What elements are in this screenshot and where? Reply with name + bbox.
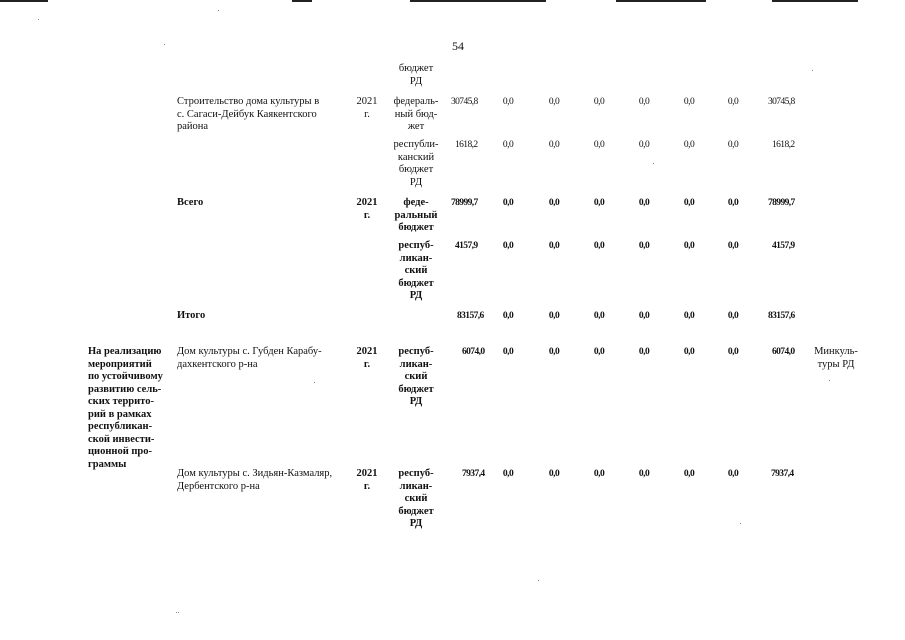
executor-cell: Минкуль- туры РД	[814, 346, 858, 370]
amount-cell: 0,0	[548, 198, 560, 208]
scan-speck	[653, 163, 654, 164]
funding-source: респуб- ликан- ский бюджет РД	[398, 346, 434, 407]
scan-edge-line	[616, 0, 706, 2]
amount-cell: 0,0	[593, 241, 605, 251]
amount-cell: 0,0	[727, 469, 739, 479]
amount-total: 7937,4	[462, 469, 485, 479]
amount-cell: 0,0	[638, 469, 650, 479]
scan-edge-line	[0, 0, 48, 2]
amount-cell: 0,0	[638, 198, 650, 208]
amount-cell: 0,0	[727, 97, 739, 107]
source-line: РД	[409, 75, 423, 87]
amount-cell: 0,0	[638, 241, 650, 251]
amount-sum: 6074,0	[772, 347, 795, 357]
amount-cell: 0,0	[727, 241, 739, 251]
amount-cell: 0,0	[727, 311, 739, 321]
amount-sum: 7937,4	[771, 469, 794, 479]
amount-cell: 0,0	[638, 97, 650, 107]
total-label: Всего	[177, 197, 204, 208]
project-name: Дом культуры с. Губден Карабу- дахкентского р-на	[177, 346, 322, 370]
amount-cell: 0,0	[683, 469, 695, 479]
amount-cell: 0,0	[683, 311, 695, 321]
amount-cell: 0,0	[638, 140, 650, 150]
year-cell: 2021 г.	[356, 346, 378, 370]
scan-edge-line	[410, 0, 546, 2]
amount-cell: 0,0	[548, 140, 560, 150]
source-fragment	[388, 63, 444, 88]
amount-cell: 0,0	[593, 198, 605, 208]
amount-cell: 0,0	[593, 311, 605, 321]
scan-speck	[829, 380, 830, 381]
amount-cell: 0,0	[502, 198, 514, 208]
amount-cell: 0,0	[548, 241, 560, 251]
scan-speck	[812, 70, 813, 71]
source-line: бюджет	[398, 63, 434, 74]
year-cell: 2021 г.	[356, 96, 378, 120]
scan-speck	[164, 44, 165, 45]
amount-cell: 0,0	[593, 347, 605, 357]
amount-cell: 0,0	[548, 347, 560, 357]
amount-cell: 0,0	[593, 469, 605, 479]
scan-speck	[176, 612, 177, 613]
funding-source: республи- канский бюджет РД	[393, 139, 439, 188]
amount-total: 30745,8	[451, 97, 478, 107]
amount-cell: 0,0	[727, 198, 739, 208]
scan-speck	[314, 382, 315, 383]
amount-cell: 0,0	[638, 347, 650, 357]
scan-speck	[538, 580, 539, 581]
scan-speck	[218, 10, 219, 11]
amount-cell: 0,0	[548, 469, 560, 479]
scan-edge-line	[292, 0, 312, 2]
page-number: 54	[452, 39, 464, 53]
project-name: Дом культуры с. Зидьян-Казмаляр, Дербентского р-на	[177, 468, 333, 492]
amount-sum: 83157,6	[768, 311, 795, 321]
amount-cell: 0,0	[683, 97, 695, 107]
amount-cell: 0,0	[502, 241, 514, 251]
amount-cell: 0,0	[548, 311, 560, 321]
year-cell: 2021 г.	[356, 197, 378, 221]
section-label: На реализацию мероприятий по устойчивому развитию сель- ских террито- рий в рамках республикан- ской инвести- ционной про- граммы	[88, 346, 163, 470]
scan-speck	[38, 19, 39, 20]
amount-cell: 0,0	[502, 97, 514, 107]
amount-cell: 0,0	[638, 311, 650, 321]
amount-total: 6074,0	[462, 347, 485, 357]
amount-cell: 0,0	[683, 198, 695, 208]
amount-total: 78999,7	[451, 198, 478, 208]
amount-cell: 0,0	[593, 140, 605, 150]
amount-cell: 0,0	[548, 97, 560, 107]
funding-source: феде- ральный бюджет	[394, 197, 438, 233]
grand-total-label: Итого	[177, 310, 206, 321]
amount-cell: 0,0	[727, 347, 739, 357]
project-name: Строительство дома культуры в с. Сагаси-Дейбук Каякентского района	[177, 96, 320, 132]
amount-cell: 0,0	[502, 311, 514, 321]
amount-cell: 0,0	[683, 347, 695, 357]
amount-cell: 0,0	[502, 140, 514, 150]
amount-total: 83157,6	[457, 311, 484, 321]
amount-cell: 0,0	[502, 469, 514, 479]
amount-sum: 78999,7	[768, 198, 795, 208]
scan-edge-line	[772, 0, 858, 2]
funding-source: федераль- ный бюд- жет	[393, 96, 439, 132]
amount-cell: 0,0	[502, 347, 514, 357]
funding-source: респуб- ликан- ский бюджет РД	[398, 240, 434, 301]
amount-cell: 0,0	[727, 140, 739, 150]
scan-speck	[178, 612, 179, 613]
amount-sum: 4157,9	[772, 241, 795, 251]
amount-cell: 0,0	[683, 241, 695, 251]
funding-source: респуб- ликан- ский бюджет РД	[398, 468, 434, 529]
amount-cell: 0,0	[593, 97, 605, 107]
amount-total: 4157,9	[455, 241, 478, 251]
amount-sum: 30745,8	[768, 97, 795, 107]
amount-sum: 1618,2	[772, 140, 795, 150]
amount-total: 1618,2	[455, 140, 478, 150]
amount-cell: 0,0	[683, 140, 695, 150]
year-cell: 2021 г.	[356, 468, 378, 492]
scan-speck	[740, 523, 741, 524]
